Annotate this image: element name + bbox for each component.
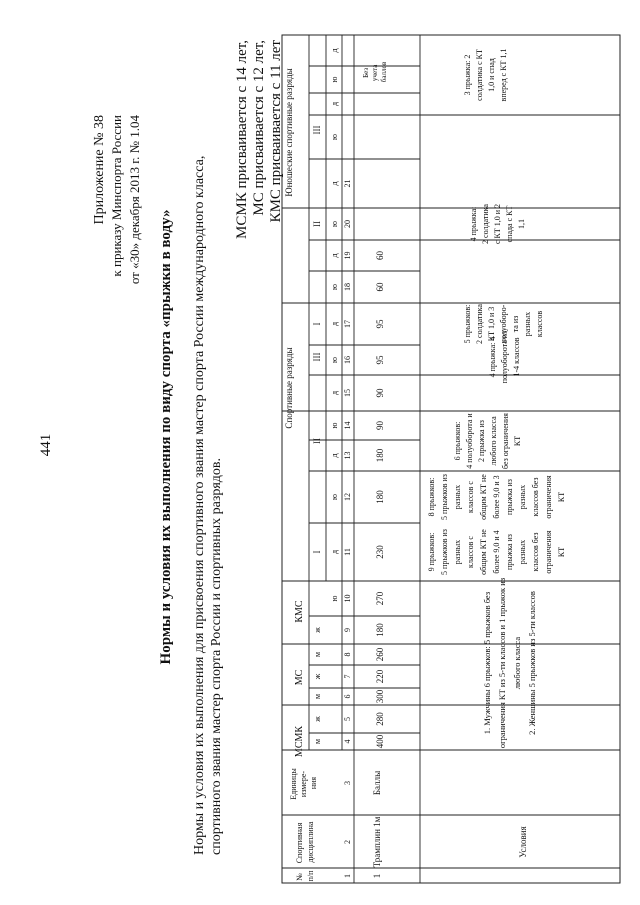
value-cell-4: 220	[375, 669, 385, 684]
column-number-2: 2	[343, 840, 352, 844]
conditions-label: Условия	[518, 826, 528, 858]
conditions-sport3-line-1: 4 прыжка: 4	[488, 336, 497, 378]
column-number-10: 10	[343, 594, 352, 603]
conditions-youth2-line-5: 1,1	[517, 219, 526, 229]
conditions-sport1-yu	[427, 529, 566, 575]
header-gender-6: ж	[313, 627, 322, 633]
conditions-youth2-line-4: спада с КТ	[505, 205, 514, 243]
header-unit-line-1: Единицы	[289, 768, 298, 800]
conditions-youth3-line-3: 1,0 и спад	[487, 58, 496, 92]
column-number-15: 15	[343, 389, 352, 397]
conditions-sport1-yu-line-11: КТ	[557, 546, 566, 558]
value-cell-6: 180	[375, 623, 385, 637]
value-cell-8: 230	[375, 545, 385, 559]
header-msmk: МСМК	[294, 725, 305, 758]
header-discipline-line-1: Спортивная	[295, 822, 304, 864]
header-roman-5: II	[312, 221, 322, 227]
header-yu-d-4: д	[330, 453, 339, 458]
appendix-line-3: от «30» декабря 2013 г. № 1.04	[127, 115, 142, 285]
value-cell-10: 180	[375, 448, 385, 463]
conditions-youth1-line-2: 2 солдатика	[475, 304, 484, 344]
column-number-17: 17	[343, 320, 352, 328]
header-yu-d-15: ю	[330, 76, 339, 83]
header-discipline-line-2: дисциплина	[306, 821, 315, 863]
row-discipline: Трамплин 1м	[372, 816, 382, 868]
conditions-sport2-line-2: 4 полуоборота и	[465, 413, 474, 469]
header-youth-ranks: Юношеские спортивные разряды	[284, 68, 294, 197]
header-yu-d-12: д	[330, 181, 339, 186]
header-yu-d-5: ю	[330, 422, 339, 429]
conditions-sport1-yu-line-3: разных	[453, 539, 462, 565]
header-roman-2: II	[312, 438, 322, 444]
column-number-19: 19	[343, 251, 352, 260]
conditions-sport1-d	[427, 474, 566, 520]
column-number-20: 20	[343, 220, 352, 228]
conditions-sport1-d-line-8: разных	[518, 484, 527, 510]
intro-line-2: спортивного звания мастер спорта России и спортивных разрядов.	[209, 457, 224, 855]
value-cell-14: 95	[375, 319, 385, 329]
conditions-main-line-4: 2. Женщины 5 прыжков из 5-ти классов	[527, 591, 537, 735]
conditions-youth1-line-6: разных	[523, 311, 532, 337]
value-cell-12: 90	[375, 388, 385, 398]
conditions-sport1-yu-line-9: классов без	[531, 532, 540, 572]
header-yu-d-7: ю	[330, 357, 339, 363]
conditions-sport1-d-line-9: классов без	[531, 477, 540, 517]
conditions-sport1-d-line-10: ограничения	[544, 475, 553, 519]
header-yu-d-13: ю	[330, 134, 339, 140]
conditions-youth1-line-5: та из	[511, 315, 520, 333]
rank-note-msmk: МСМК присваивается с 14 лет,	[234, 40, 250, 239]
conditions-youth2-line-3: с КТ 1,0 и 2	[493, 203, 502, 245]
no-points-line-1: Без	[362, 67, 370, 78]
value-cell-3: 300	[375, 689, 385, 704]
header-roman-4: I	[312, 322, 322, 326]
page-number: 441	[38, 433, 54, 457]
value-cell-2: 280	[375, 712, 385, 726]
header-gender-1: м	[313, 738, 322, 745]
value-cell-7: 270	[375, 591, 385, 606]
conditions-sport1-d-line-5: общим КТ не	[479, 474, 488, 520]
conditions-youth2-line-1: 4 прыжка:	[469, 206, 478, 242]
conditions-youth1-line-7: классов	[535, 310, 544, 338]
column-number-5: 5	[343, 717, 352, 721]
header-yu-d-10: д	[330, 253, 339, 258]
document-title: Нормы и условия их выполнения по виду спорта «прыжки в воду»	[158, 209, 174, 665]
header-yu-d-6: д	[330, 390, 339, 396]
rank-note-kms: КМС присваивается с 11 лет	[268, 40, 284, 223]
conditions-main-line-1: 1. Мужчины 6 прыжков: 5 прыжков без	[482, 591, 492, 735]
conditions-sport1-yu-line-10: ограничения	[544, 530, 553, 574]
column-number-4: 4	[343, 739, 352, 744]
conditions-sport1-yu-line-7: прыжка из	[505, 534, 514, 570]
conditions-sport1-d-line-11: КТ	[557, 491, 566, 503]
column-number-1: 1	[343, 874, 352, 878]
conditions-sport1-d-line-2: 5 прыжков из	[440, 474, 449, 520]
header-unit-line-2: измере-	[299, 770, 308, 798]
conditions-sport1-yu-line-6: более 9,0 и 4	[492, 530, 501, 574]
conditions-sport3-line-2: полуоборота из	[500, 330, 509, 384]
no-points-line-3: баллов	[380, 61, 388, 83]
conditions-sport1-yu-line-1: 9 прыжков:	[427, 532, 436, 572]
value-cell-11: 90	[375, 421, 385, 430]
header-yu-d-3: ю	[330, 494, 339, 500]
conditions-youth3-line-4: вперед с КТ 1,1	[499, 48, 508, 102]
column-number-14: 14	[343, 421, 352, 430]
no-points-line-2: учета	[371, 64, 379, 82]
header-roman-6: III	[312, 125, 322, 135]
conditions-sport1-d-line-3: разных	[453, 484, 462, 510]
header-gender-5: м	[313, 651, 322, 658]
column-number-8: 8	[343, 652, 352, 657]
conditions-sport1-yu-line-2: 5 прыжков из	[440, 529, 449, 575]
column-number-21: 21	[343, 179, 352, 188]
appendix-line-2: к приказу Минспорта России	[109, 115, 124, 277]
conditions-sport2-line-6: КТ	[513, 435, 522, 447]
value-cell-13: 95	[375, 355, 385, 365]
header-roman-1: I	[312, 550, 322, 554]
column-number-16: 16	[343, 356, 352, 364]
column-number-11: 11	[343, 548, 352, 556]
header-yu-d-8: д	[330, 321, 339, 327]
header-gender-3: м	[313, 693, 322, 700]
conditions-sport1-d-line-7: прыжка из	[505, 479, 514, 515]
conditions-sport2-line-5: без ограничения	[501, 413, 510, 469]
header-roman-3: III	[312, 352, 322, 362]
intro-line-1: Нормы и условия их выполнения для присвоения спортивного звания мастер спорта России международного класса,	[192, 155, 207, 855]
conditions-sport2-line-4: любого класса	[489, 416, 498, 466]
header-yu-d-1: ю	[330, 595, 339, 602]
conditions-sport1-yu-line-4: классов с	[466, 536, 475, 568]
conditions-sport2-line-3: 2 прыжка из	[477, 420, 486, 462]
conditions-youth1-line-4: полуоборо-	[499, 304, 508, 344]
header-num-line-2: п/п	[306, 870, 315, 882]
conditions-sport3-line-3: 1-4 классов	[512, 337, 521, 377]
value-cell-1: 400	[375, 734, 385, 749]
column-number-3: 3	[343, 781, 352, 785]
conditions-main-line-3: любого класса	[512, 636, 522, 690]
conditions-youth3-line-1: 3 прыжка: 2	[463, 54, 472, 96]
conditions-sport1-yu-line-8: разных	[518, 539, 527, 565]
header-kms: КМС	[294, 600, 305, 623]
conditions-sport2-line-1: 6 прыжков:	[453, 421, 462, 461]
column-number-9: 9	[343, 628, 352, 632]
conditions-sport1-yu-line-5: общим КТ не	[479, 529, 488, 575]
column-number-18: 18	[343, 283, 352, 291]
conditions-main-line-2: ограничения КТ из 5-ти классов и 1 прыжок из	[497, 577, 507, 749]
conditions-sport1-d-line-1: 8 прыжков:	[427, 477, 436, 517]
header-gender-4: ж	[313, 673, 322, 680]
conditions-youth2-line-2: 2 солдатика	[481, 204, 490, 244]
header-sport-ranks: Спортивные разряды	[284, 347, 294, 429]
header-yu-d-14: д	[330, 101, 339, 107]
header-yu-d-16: д	[330, 48, 339, 53]
row-unit: Баллы	[372, 770, 382, 796]
column-number-7: 7	[343, 674, 352, 679]
header-yu-d-2: д	[330, 549, 339, 555]
conditions-sport1-d-line-6: более 9,0 и 3	[492, 475, 501, 519]
header-yu-d-9: ю	[330, 284, 339, 290]
column-number-6: 6	[343, 694, 352, 699]
value-cell-9: 180	[375, 490, 385, 504]
appendix-line-1: Приложение № 38	[92, 115, 107, 225]
conditions-sport1-d-line-4: классов с	[466, 481, 475, 513]
conditions-youth1-line-3: КТ 1,0 и 3	[487, 306, 496, 342]
header-unit-line-3: ния	[309, 776, 318, 790]
conditions-youth3-line-2: солдатика с КТ	[475, 49, 484, 101]
header-ms: МС	[294, 669, 305, 686]
rank-age-notes	[234, 40, 284, 239]
value-cell-15: 60	[375, 282, 385, 292]
header-yu-d-11: ю	[330, 221, 339, 227]
row-number: 1	[372, 873, 382, 879]
header-gender-2: ж	[313, 716, 322, 722]
conditions-youth1-line-1: 5 прыжков:	[463, 304, 472, 344]
header-num-line-1: №	[295, 873, 304, 881]
column-number-13: 13	[343, 451, 352, 460]
value-cell-5: 260	[375, 647, 385, 662]
value-cell-16: 60	[375, 251, 385, 260]
rank-note-ms: МС присваивается с 12 лет,	[251, 40, 267, 216]
column-number-12: 12	[343, 493, 352, 501]
